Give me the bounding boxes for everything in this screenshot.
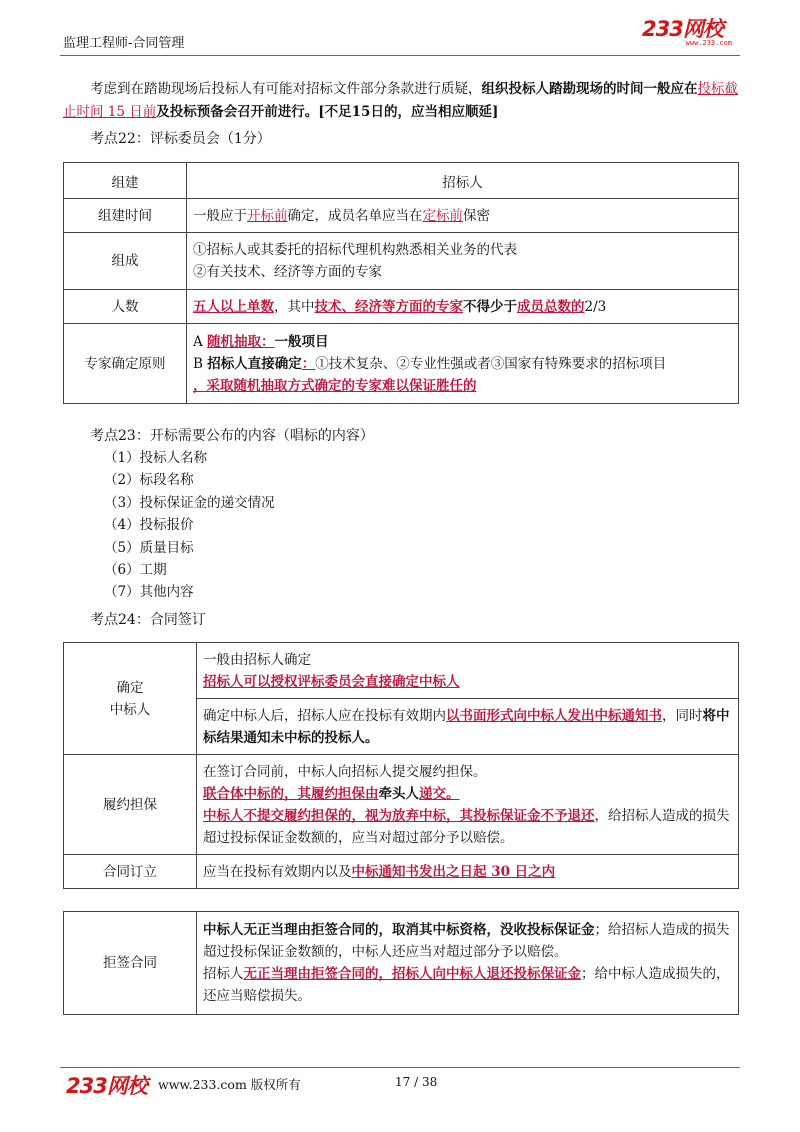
text: 五人以上单数 bbox=[193, 298, 274, 315]
footer-copyright: www.233.com 版权所有 bbox=[158, 1077, 301, 1092]
row-label: 组建时间 bbox=[64, 199, 187, 233]
text: ，采取随机抽取方式确定的专家难以保证胜任的 bbox=[193, 377, 477, 394]
list-item: （6）工期 bbox=[104, 562, 167, 579]
row-content bbox=[197, 755, 739, 855]
text: 无正当理由拒签合同的，招标人向中标人退还投标保证金 bbox=[243, 966, 581, 982]
text: 招标人直接确定 bbox=[207, 355, 302, 372]
intro-text-2: 组织投标人踏勘现场的时间一般应在 bbox=[481, 81, 698, 97]
row-label: 专家确定原则 bbox=[64, 324, 187, 404]
row-label: 合同订立 bbox=[64, 855, 197, 889]
text: ，其中 bbox=[274, 298, 315, 315]
text: 在签订合同前，中标人向招标人提交履约担保。 bbox=[203, 763, 487, 780]
text: ，同时 bbox=[662, 707, 703, 724]
text: ；给招标人造成的损失超过投标保证金数额的，中标人还应当对超过部分予以赔偿。 bbox=[203, 922, 730, 960]
text: A bbox=[193, 333, 208, 350]
text: 确定中标人后，招标人应在投标有效期内 bbox=[203, 707, 446, 724]
refuse-table bbox=[63, 911, 739, 1015]
header-divider bbox=[60, 55, 740, 56]
text: 不得少于 bbox=[463, 298, 517, 315]
text: 2/3 bbox=[584, 298, 607, 315]
text: ①技术复杂、②专业性强或者③国家有特殊要求的招标项目 bbox=[315, 355, 667, 372]
row-label: 确定 中标人 bbox=[64, 643, 197, 755]
kp22-header-right: 招标人 bbox=[187, 163, 739, 199]
row-content bbox=[187, 290, 739, 324]
text: 一般项目 bbox=[274, 333, 329, 350]
text: 中标通知书发出之日起 30 日之内 bbox=[351, 863, 556, 880]
list-item: （2）标段名称 bbox=[104, 472, 194, 489]
table-row bbox=[64, 855, 739, 889]
logo-url: www.233.com bbox=[685, 39, 732, 47]
table-row bbox=[64, 755, 739, 855]
list-item: （3）投标保证金的递交情况 bbox=[104, 494, 275, 511]
row-label: 人数 bbox=[64, 290, 187, 324]
brand-logo bbox=[642, 18, 732, 48]
footer-logo: 233网校 bbox=[66, 1074, 147, 1098]
text: ①招标人或其委托的招标代理机构熟悉相关业务的代表 bbox=[193, 242, 517, 258]
text: 招标人 bbox=[203, 966, 244, 982]
row-label: 履约担保 bbox=[64, 755, 197, 855]
table-row bbox=[64, 643, 739, 699]
text: ，给招标人造成的损失超过投标保证金数额的，应当对超过部分予以赔偿。 bbox=[203, 807, 730, 846]
kp22-header-left: 组建 bbox=[64, 163, 187, 199]
text: 一般应于 bbox=[193, 207, 247, 224]
row-content bbox=[187, 233, 739, 290]
kp24-table bbox=[63, 642, 739, 889]
text: B bbox=[193, 355, 208, 372]
logo-text: 233网校 bbox=[642, 17, 723, 41]
table-row bbox=[64, 233, 739, 290]
row-content bbox=[197, 912, 739, 1015]
text: 技术、经济等方面的专家 bbox=[314, 298, 463, 315]
text: 将中标结果通知未中标的投标人。 bbox=[203, 707, 730, 746]
footer-divider bbox=[60, 1067, 740, 1068]
text: 中标人无正当理由拒签合同的，取消其中标资格，没收投标保证金 bbox=[203, 922, 595, 938]
intro-text-4: 及投标预备会召开前进行。[不足15日的，应当相应顺延] bbox=[156, 104, 499, 120]
list-item: （1）投标人名称 bbox=[104, 450, 208, 466]
kp22-table bbox=[63, 162, 739, 404]
text: 牵头人 bbox=[378, 785, 419, 802]
table-row bbox=[64, 912, 739, 1015]
text: 开标前 bbox=[247, 207, 288, 224]
text: 一般由招标人确定 bbox=[203, 651, 311, 668]
list-item: （7）其他内容 bbox=[104, 584, 194, 601]
text: 递交。 bbox=[419, 785, 460, 802]
text: 中标人不提交履约担保的，视为放弃中标，其投标保证金不予退还 bbox=[203, 807, 595, 824]
text: 随机抽取： bbox=[207, 333, 275, 350]
row-content bbox=[197, 855, 739, 889]
page-number: 17 / 38 bbox=[395, 1075, 438, 1089]
table-row bbox=[64, 199, 739, 233]
row-label: 拒签合同 bbox=[64, 912, 197, 1015]
header-title: 监理工程师-合同管理 bbox=[63, 36, 185, 51]
table-row bbox=[64, 290, 739, 324]
row-content bbox=[187, 199, 739, 233]
text: 成员总数的 bbox=[517, 298, 585, 315]
kp23-list bbox=[104, 447, 275, 604]
text: 招标人可以授权评标委员会直接确定中标人 bbox=[203, 673, 460, 690]
table-row bbox=[64, 324, 739, 404]
text: 保密 bbox=[463, 207, 490, 224]
list-item: （5）质量目标 bbox=[104, 539, 194, 556]
row-label: 组成 bbox=[64, 233, 187, 290]
kp22-title: 考点22：评标委员会（1分） bbox=[90, 131, 271, 147]
text: ；给中标人造成损失的，还应当赔偿损失。 bbox=[203, 966, 730, 1004]
text: 定标前 bbox=[422, 207, 463, 224]
text: 确定，成员名单应当在 bbox=[287, 207, 423, 224]
intro-deadline: 投标截止时间 15 日前 bbox=[63, 81, 738, 120]
kp24-title: 考点24：合同签订 bbox=[90, 612, 206, 628]
row-content bbox=[197, 643, 739, 699]
text: 以书面形式向中标人发出中标通知书 bbox=[446, 707, 662, 724]
kp23-title: 考点23：开标需要公布的内容（唱标的内容） bbox=[90, 428, 374, 444]
list-item: （4）投标报价 bbox=[104, 517, 194, 534]
text: 应当在投标有效期内以及 bbox=[203, 863, 352, 880]
row-content bbox=[187, 324, 739, 404]
intro-text-1: 考虑到在踏勘现场后投标人有可能对招标文件部分条款进行质疑， bbox=[90, 81, 482, 97]
row-content bbox=[197, 699, 739, 755]
text: ②有关技术、经济等方面的专家 bbox=[193, 264, 382, 280]
intro-paragraph bbox=[63, 78, 743, 124]
text: ： bbox=[301, 355, 316, 372]
text: 联合体中标的，其履约担保由 bbox=[203, 785, 379, 802]
